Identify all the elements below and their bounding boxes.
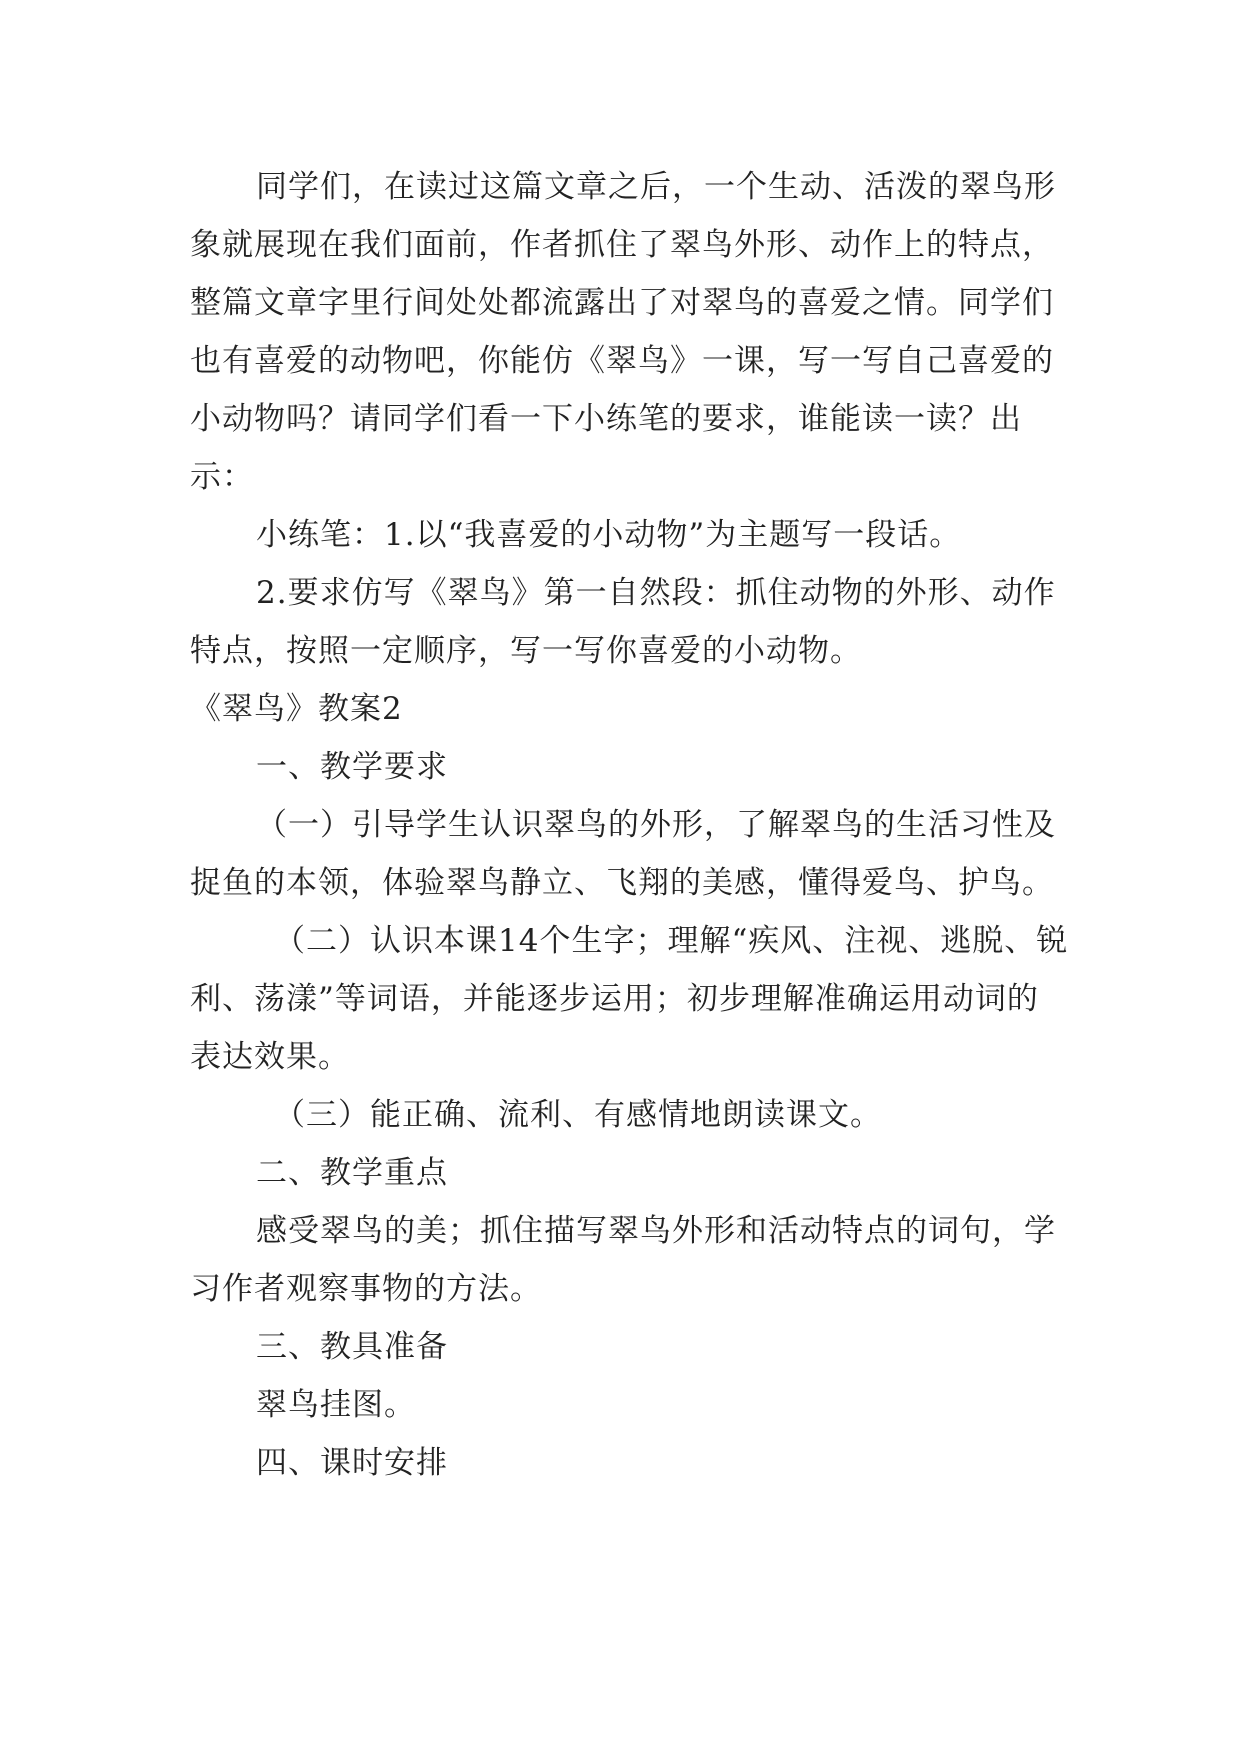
- paragraph-teaching-focus: 感受翠鸟的美；抓住描写翠鸟外形和活动特点的词句，学习作者观察事物的方法。: [190, 1213, 1056, 1307]
- heading-class-schedule: 四、课时安排: [256, 1445, 448, 1481]
- paragraph-practice-2: 2.要求仿写《翠鸟》第一自然段：抓住动物的外形、动作特点，按照一定顺序，写一写你喜爱的小动物。: [190, 575, 1056, 669]
- heading-teaching-aids: 三、教具准备: [256, 1329, 448, 1365]
- heading-teaching-requirements: 一、教学要求: [256, 749, 448, 785]
- paragraph-intro: 同学们，在读过这篇文章之后，一个生动、活泼的翠鸟形象就展现在我们面前，作者抓住了翠鸟外形、动作上的特点，整篇文章字里行间处处都流露出了对翠鸟的喜爱之情。同学们也有喜爱的动物吧，你能仿《翠鸟》一课，写一写自己喜爱的小动物吗？请同学们看一下小练笔的要求，谁能读一读？出示：: [190, 169, 1056, 495]
- section-title: 《翠鸟》教案2: [190, 691, 403, 727]
- paragraph-practice-1: 小练笔：1.以“我喜爱的小动物”为主题写一段话。: [256, 517, 962, 553]
- paragraph-teaching-aids: 翠鸟挂图。: [256, 1387, 416, 1423]
- heading-teaching-focus: 二、教学重点: [256, 1155, 448, 1191]
- document-body: [190, 158, 1070, 1492]
- requirement-2: （二）认识本课14个生字；理解“疾风、注视、逃脱、锐利、荡漾”等词语，并能逐步运用；初步理解准确运用动词的表达效果。: [190, 923, 1069, 1075]
- requirement-3: （三）能正确、流利、有感情地朗读课文。: [274, 1097, 882, 1133]
- requirement-1: （一）引导学生认识翠鸟的外形，了解翠鸟的生活习性及捉鱼的本领，体验翠鸟静立、飞翔的美感，懂得爱鸟、护鸟。: [190, 807, 1056, 901]
